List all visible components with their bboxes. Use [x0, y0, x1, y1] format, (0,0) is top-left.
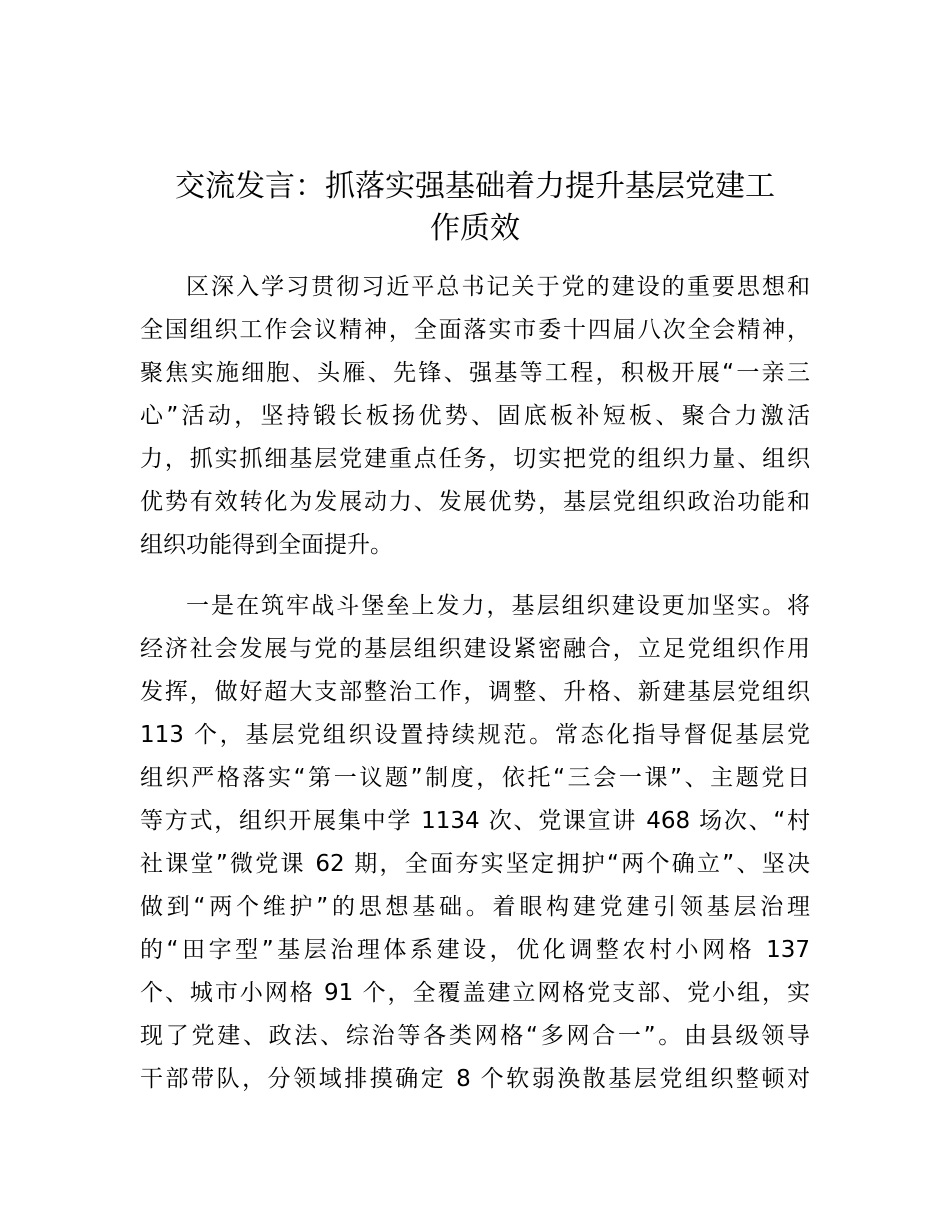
text-line: 聚焦实施细胞、头雁、先锋、强基等工程，积极开展“一亲三 — [140, 360, 810, 386]
text-line: 发挥，做好超大支部整治工作，调整、升格、新建基层党组织 — [140, 679, 810, 705]
paragraph-section-1 — [140, 585, 810, 1101]
text-line: 现了党建、政法、综治等各类网格“多网合一”。由县级领导 — [140, 1023, 810, 1049]
text-line: 个、城市小网格 91 个，全覆盖建立网格党支部、党小组，实 — [140, 980, 810, 1006]
text-line: 优势有效转化为发展动力、发展优势，基层党组织政治功能和 — [140, 489, 810, 515]
text-line: 干部带队，分领域排摸确定 8 个软弱涣散基层党组织整顿对 — [140, 1066, 810, 1092]
text-line: 社课堂”微党课 62 期，全面夯实坚定拥护“两个确立”、坚决 — [140, 851, 810, 877]
document-title — [140, 166, 810, 250]
text-line: 113 个，基层党组织设置持续规范。常态化指导督促基层党 — [140, 722, 810, 748]
title-line-2: 作质效 — [430, 211, 520, 246]
paragraph-spacer — [140, 567, 810, 585]
text-line: 经济社会发展与党的基层组织建设紧密融合，立足党组织作用 — [140, 636, 810, 662]
text-line: 组织严格落实“第一议题”制度，依托“三会一课”、主题党日 — [140, 765, 810, 791]
text-line: 区深入学习贯彻习近平总书记关于党的建设的重要思想和 — [186, 274, 810, 300]
paragraph-intro — [140, 266, 810, 567]
document-body — [140, 266, 810, 1101]
text-line: 力，抓实抓细基层党建重点任务，切实把党的组织力量、组织 — [140, 446, 810, 472]
text-line: 全国组织工作会议精神，全面落实市委十四届八次全会精神， — [140, 317, 810, 343]
text-line: 一是在筑牢战斗堡垒上发力，基层组织建设更加坚实。将 — [186, 593, 810, 619]
text-line: 组织功能得到全面提升。 — [140, 532, 393, 558]
text-line: 的“田字型”基层治理体系建设，优化调整农村小网格 137 — [140, 937, 810, 963]
text-line: 做到“两个维护”的思想基础。着眼构建党建引领基层治理 — [140, 894, 810, 920]
text-line: 心”活动，坚持锻长板扬优势、固底板补短板、聚合力激活 — [140, 403, 810, 429]
title-line-1: 交流发言：抓落实强基础着力提升基层党建工 — [175, 169, 775, 204]
text-line: 等方式，组织开展集中学 1134 次、党课宣讲 468 场次、“村 — [140, 808, 810, 834]
